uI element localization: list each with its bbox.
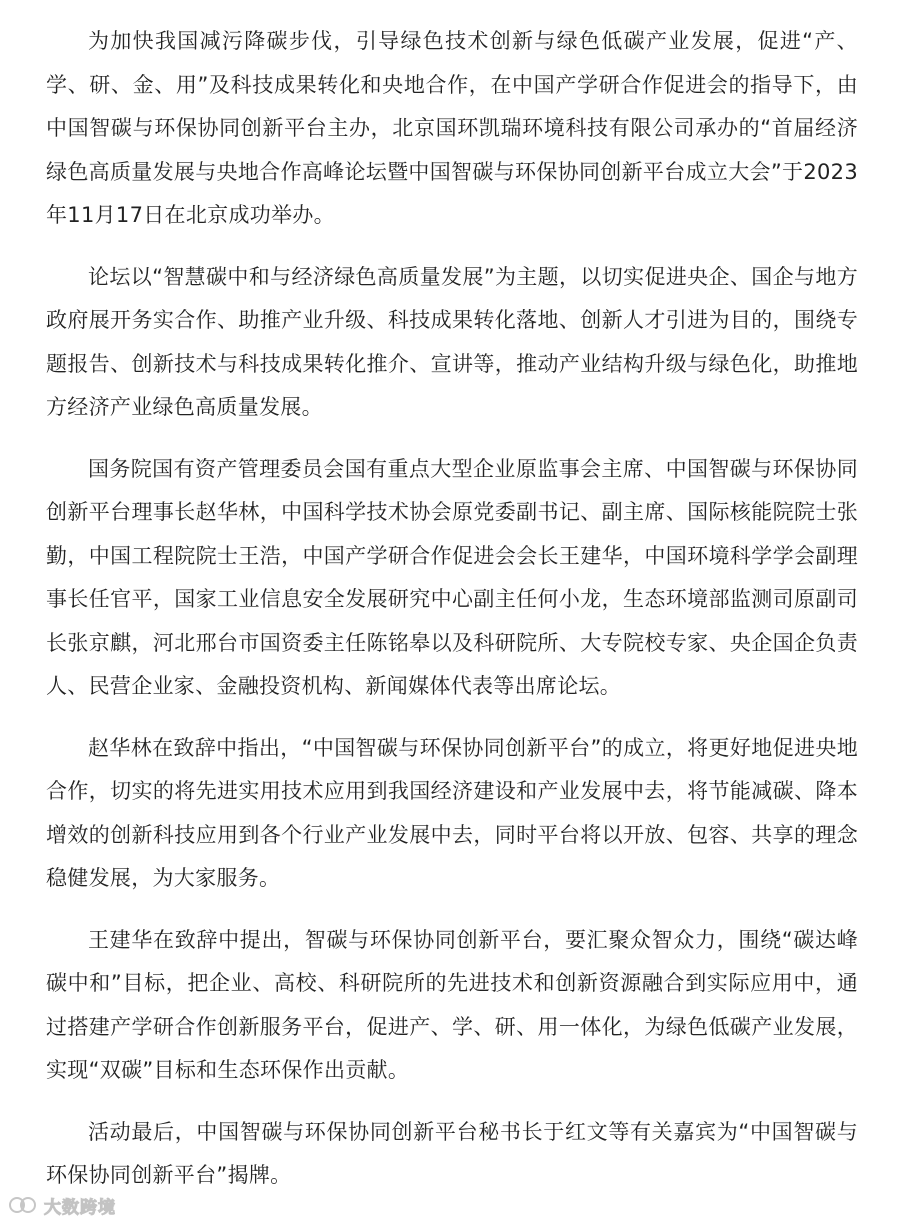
paragraph-4: 赵华林在致辞中指出，“中国智碳与环保协同创新平台”的成立，将更好地促进央地合作，切实的将先进实用技术应用到我国经济建设和产业发展中去，将节能减碳、降本增效的创新科技应用到各个行业产业发展中去，同时平台将以开放、包容、共享的理念稳健发展，为大家服务。 bbox=[46, 735, 858, 890]
brand-logo-icon bbox=[8, 1194, 38, 1216]
paragraph-5: 王建华在致辞中提出，智碳与环保协同创新平台，要汇聚众智众力，围绕“碳达峰碳中和”目标，把企业、高校、科研院所的先进技术和创新资源融合到实际应用中，通过搭建产学研合作创新服务平台，促进产、学、研、用一体化，为绿色低碳产业发展，实现“双碳”目标和生态环保作出贡献。 bbox=[46, 927, 858, 1082]
paragraph-1: 为加快我国减污降碳步伐，引导绿色技术创新与绿色低碳产业发展，促进“产、学、研、金、用”及科技成果转化和央地合作，在中国产学研合作促进会的指导下，由中国智碳与环保协同创新平台主办，北京国环凯瑞环境科技有限公司承办的“首届经济绿色高质量发展与央地合作高峰论坛暨中国智碳与环保协同创新平台成立大会”于2023年11月17日在北京成功举办。 bbox=[46, 29, 858, 227]
paragraph-6: 活动最后，中国智碳与环保协同创新平台秘书长于红文等有关嘉宾为“中国智碳与环保协同创新平台”揭牌。 bbox=[46, 1119, 858, 1187]
watermark bbox=[8, 1192, 116, 1218]
article-body bbox=[46, 20, 858, 1216]
paragraph-3: 国务院国有资产管理委员会国有重点大型企业原监事会主席、中国智碳与环保协同创新平台理事长赵华林，中国科学技术协会原党委副书记、副主席、国际核能院院士张勤，中国工程院院士王浩，中国产学研合作促进会会长王建华，中国环境科学学会副理事长任官平，国家工业信息安全发展研究中心副主任何小龙，生态环境部监测司原副司长张京麒，河北邢台市国资委主任陈铭皋以及科研院所、大专院校专家、央企国企负责人、民营企业家、金融投资机构、新闻媒体代表等出席论坛。 bbox=[46, 456, 858, 698]
paragraph-2: 论坛以“智慧碳中和与经济绿色高质量发展”为主题，以切实促进央企、国企与地方政府展开务实合作、助推产业升级、科技成果转化落地、创新人才引进为目的，围绕专题报告、创新技术与科技成果转化推介、宣讲等，推动产业结构升级与绿色化，助推地方经济产业绿色高质量发展。 bbox=[46, 264, 858, 419]
watermark-text: 大数跨境 bbox=[44, 1197, 116, 1218]
